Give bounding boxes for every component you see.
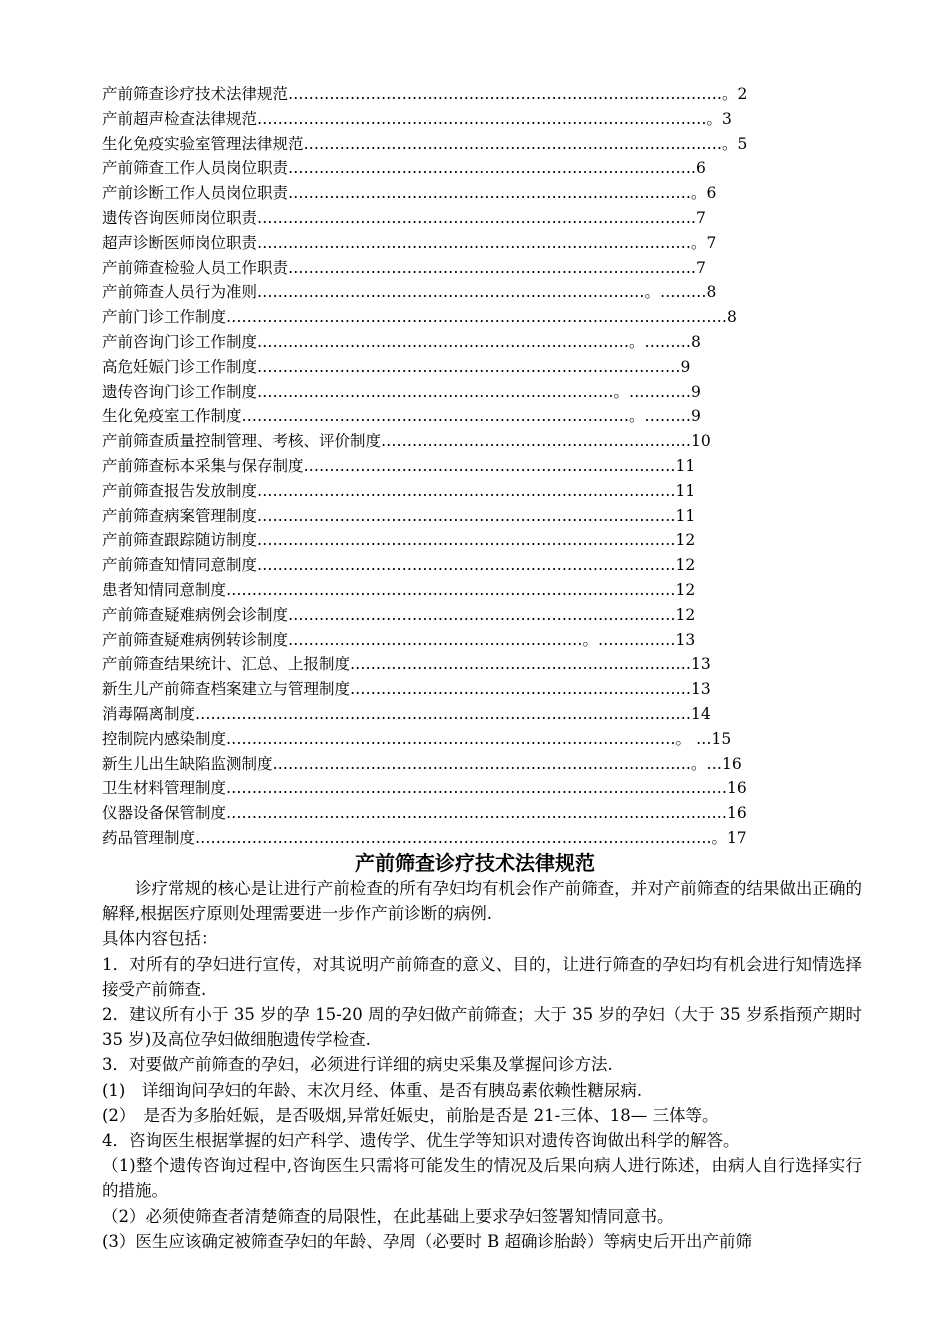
toc-entry-label: 产前筛查报告发放制度 xyxy=(102,481,258,500)
toc-entry[interactable] xyxy=(102,107,782,132)
toc-entry-label: 产前筛查诊疗技术法律规范 xyxy=(102,85,289,103)
toc-entry[interactable] xyxy=(102,380,782,405)
table-of-contents xyxy=(102,82,782,851)
toc-entry-label: 产前筛查跟踪随访制度 xyxy=(102,531,258,550)
toc-entry-leader: ………………………………………………………………………… xyxy=(288,85,723,103)
toc-entry[interactable] xyxy=(102,727,782,752)
toc-entry-page: .6 xyxy=(691,159,706,178)
toc-entry-leader: …………………………………………………………………………………… xyxy=(195,704,692,723)
toc-entry-leader: …………………………………………………。…………… xyxy=(288,630,676,649)
toc-entry-label: 生化免疫实验室管理法律规范 xyxy=(102,134,304,153)
paragraph: （2）必须使筛查者清楚筛查的局限性，在此基础上要求孕妇签署知情同意书。 xyxy=(102,1206,674,1226)
toc-entry-label: 产前咨询门诊工作制度 xyxy=(102,332,258,351)
paragraph: 4．咨询医生根据掌握的妇产科学、遗传学、优生学等知识对遗传咨询做出科学的解答。 xyxy=(102,1131,740,1151)
toc-entry-label: 药品管理制度 xyxy=(102,828,196,847)
toc-entry-page: 9 xyxy=(680,357,691,376)
toc-entry-leader: ……………………………………………………………………… xyxy=(303,134,723,153)
paragraph: 1．对所有的孕妇进行宣传，对其说明产前筛查的意义、目的，让进行筛查的孕妇均有机会进行知情选择接受产前筛查. xyxy=(102,954,862,999)
toc-entry-label: 产前筛查检验人员工作职责 xyxy=(102,258,289,277)
toc-entry-page: 11 xyxy=(675,481,696,500)
toc-entry-page: 15 xyxy=(711,729,732,748)
toc-entry-label: 仪器设备保管制度 xyxy=(102,804,227,823)
toc-entry[interactable] xyxy=(102,330,782,355)
toc-entry-leader: ……………………………………………………………………………。 … xyxy=(226,729,712,748)
paragraph: (2） 是否为多胎妊娠，是否吸烟,异常妊娠史，前胎是否是 21-三体、18— 三体等。 xyxy=(102,1105,719,1125)
toc-entry[interactable] xyxy=(102,82,782,107)
toc-entry-page: 。2 xyxy=(722,85,748,103)
toc-entry-leader: ………………………………………………………………… xyxy=(288,605,676,624)
toc-entry-page: .7 xyxy=(691,258,706,277)
toc-entry[interactable] xyxy=(102,256,782,281)
toc-entry-leader: …………………………………………………………………。……… xyxy=(241,407,692,426)
toc-entry-leader: ……………………………………………………………… xyxy=(303,456,676,475)
toc-entry-page: 8 xyxy=(706,283,717,302)
toc-entry-page: 11 xyxy=(675,456,696,475)
toc-entry-page: 8 xyxy=(691,332,701,351)
toc-entry[interactable] xyxy=(102,429,782,454)
toc-entry-page: .7 xyxy=(691,208,706,227)
toc-entry-page: 。7 xyxy=(691,233,717,252)
toc-entry-page: 8 xyxy=(726,308,737,327)
toc-entry-leader: ……………………………………………………………………… xyxy=(257,531,676,550)
toc-entry-label: 产前筛查标本采集与保存制度 xyxy=(102,456,304,475)
toc-entry-leader: ……………………………………………………………………… xyxy=(257,506,676,525)
toc-entry[interactable] xyxy=(102,752,782,777)
toc-entry-page: 13 xyxy=(691,655,711,674)
toc-entry-leader: …………………………………………………………………………….……… xyxy=(226,779,727,798)
toc-entry-label: 产前筛查工作人员岗位职责 xyxy=(102,159,289,178)
toc-entry-page: 9 xyxy=(691,382,701,401)
toc-entry-page: 11 xyxy=(675,506,696,525)
toc-entry-page: 16 xyxy=(726,779,747,798)
toc-entry[interactable] xyxy=(102,404,782,429)
paragraph: 2．建议所有小于 35 岁的孕 15-20 周的孕妇做产前筛查；大于 35 岁的孕妇（大于 35 岁系指预产期时 35 岁)及高位孕妇做细胞遗传学检查. xyxy=(102,1005,862,1050)
toc-entry-page: 。5 xyxy=(722,134,748,153)
toc-entry-page: 13 xyxy=(675,630,696,649)
toc-entry[interactable] xyxy=(102,181,782,206)
section-body xyxy=(102,876,862,1254)
toc-entry[interactable] xyxy=(102,702,782,727)
toc-entry[interactable] xyxy=(102,479,782,504)
toc-entry[interactable] xyxy=(102,628,782,653)
toc-entry-leader: ……………………………………………………………………………………… xyxy=(195,828,707,847)
toc-entry-leader: ……………………………………………………………。………… xyxy=(257,382,692,401)
toc-entry[interactable] xyxy=(102,826,782,851)
toc-entry-leader: …………………………………………………………………。……… xyxy=(257,283,707,302)
toc-entry-leader: ……………………………………………………………………… xyxy=(257,481,676,500)
toc-entry[interactable] xyxy=(102,355,782,380)
toc-entry[interactable] xyxy=(102,454,782,479)
toc-entry-leader: …………………………………………………………………………… xyxy=(257,109,707,128)
toc-entry[interactable] xyxy=(102,652,782,677)
toc-entry-label: 产前超声检查法律规范 xyxy=(102,109,258,128)
toc-entry[interactable] xyxy=(102,305,782,330)
toc-entry-page: 12 xyxy=(675,556,696,575)
toc-entry-leader: …………………………………………………………………………….……… xyxy=(226,804,727,823)
toc-entry-page: .。17 xyxy=(706,828,747,847)
toc-entry-leader: ……………………………………………………………………… xyxy=(257,556,676,575)
toc-entry-leader: ………………………………………………………… xyxy=(350,680,692,699)
toc-entry-label: 产前筛查疑难病例转诊制度 xyxy=(102,630,289,649)
toc-entry-label: 高危妊娠门诊工作制度 xyxy=(102,357,258,376)
toc-entry-page: 9 xyxy=(691,407,701,426)
toc-entry-leader: ………………………………………………………………………… xyxy=(257,208,692,227)
toc-entry-page: 16 xyxy=(726,804,747,823)
toc-entry-page: 。3 xyxy=(706,109,732,128)
paragraph: 3．对要做产前筛查的孕妇，必须进行详细的病史采集及掌握问诊方法. xyxy=(102,1055,613,1075)
paragraph: 诊疗常规的核心是让进行产前检查的所有孕妇均有机会作产前筛查，并对产前筛查的结果做出正确的解释,根据医疗原则处理需要进一步作产前诊断的病例. xyxy=(102,879,862,924)
toc-entry[interactable] xyxy=(102,553,782,578)
toc-entry-leader: ………………………………………………………… xyxy=(350,655,692,674)
paragraph: 具体内容包括： xyxy=(102,929,218,949)
toc-entry-label: 产前筛查人员行为准则 xyxy=(102,283,258,302)
toc-entry[interactable] xyxy=(102,677,782,702)
toc-entry-label: 产前筛查病案管理制度 xyxy=(102,506,258,525)
toc-entry-label: 产前门诊工作制度 xyxy=(102,308,227,327)
toc-entry-label: 产前筛查结果统计、汇总、上报制度 xyxy=(102,655,351,674)
toc-entry-label: 超声诊断医师岗位职责 xyxy=(102,233,258,252)
toc-entry-leader: ………………………………………………………………………… xyxy=(257,233,692,252)
toc-entry-label: 产前诊断工作人员岗位职责 xyxy=(102,184,289,203)
toc-entry-label: 患者知情同意制度 xyxy=(102,580,227,599)
section-title: 产前筛查诊疗技术法律规范 xyxy=(355,851,595,875)
toc-entry-label: 遗传咨询医师岗位职责 xyxy=(102,208,258,227)
toc-entry[interactable] xyxy=(102,603,782,628)
toc-entry-page: 13 xyxy=(691,680,711,699)
toc-entry[interactable] xyxy=(102,132,782,157)
toc-entry-page: 12 xyxy=(675,580,696,599)
toc-entry-page: 14 xyxy=(691,704,711,723)
toc-entry-leader: ………………………………………………………………。……… xyxy=(257,332,692,351)
toc-entry-leader: …………………………………………………… xyxy=(381,432,692,451)
toc-entry-label: 产前筛查知情同意制度 xyxy=(102,556,258,575)
paragraph: （1)整个遗传咨询过程中,咨询医生只需将可能发生的情况及后果向病人进行陈述，由病人自行选择实行的措施。 xyxy=(102,1156,862,1201)
toc-entry-leader: ……………………………………………………………………………….…… xyxy=(226,308,727,327)
toc-entry-label: 产前筛查疑难病例会诊制度 xyxy=(102,605,289,624)
toc-entry-page: 12 xyxy=(675,531,696,550)
toc-entry-label: 消毒隔离制度 xyxy=(102,704,196,723)
toc-entry[interactable] xyxy=(102,578,782,603)
toc-entry[interactable] xyxy=(102,231,782,256)
toc-entry-label: 产前筛查质量控制管理、考核、评价制度 xyxy=(102,432,382,451)
toc-entry[interactable] xyxy=(102,776,782,801)
toc-entry-leader: ………………………………………………………………………。… xyxy=(272,754,723,773)
toc-entry[interactable] xyxy=(102,504,782,529)
toc-entry[interactable] xyxy=(102,280,782,305)
toc-entry-leader: …………………………………………………………………… xyxy=(288,184,692,203)
toc-entry-page: 。6 xyxy=(691,184,717,203)
toc-entry-leader: …………………………………………………………………………… xyxy=(226,580,676,599)
toc-entry-page: 16 xyxy=(722,754,742,773)
toc-entry-label: 生化免疫室工作制度 xyxy=(102,407,242,426)
toc-entry-page: 10 xyxy=(691,432,711,451)
toc-entry-label: 新生儿出生缺陷监测制度 xyxy=(102,754,273,773)
toc-entry-leader: …………………………………………………………………… xyxy=(288,159,692,178)
toc-entry-leader: …………………………………………………………………… xyxy=(288,258,692,277)
toc-entry[interactable] xyxy=(102,156,782,181)
toc-entry-page: 12 xyxy=(675,605,696,624)
toc-entry-label: 新生儿产前筛查档案建立与管理制度 xyxy=(102,680,351,699)
paragraph: (1) 详细询问孕妇的年龄、末次月经、体重、是否有胰岛素依赖性糖尿病. xyxy=(102,1080,643,1100)
toc-entry[interactable] xyxy=(102,801,782,826)
toc-entry-label: 控制院内感染制度 xyxy=(102,729,227,748)
paragraph: (3）医生应该确定被筛查孕妇的年龄、孕周（必要时 B 超确诊胎龄）等病史后开出产前筛 xyxy=(102,1231,753,1251)
toc-entry[interactable] xyxy=(102,206,782,231)
toc-entry-label: 遗传咨询门诊工作制度 xyxy=(102,382,258,401)
toc-entry[interactable] xyxy=(102,528,782,553)
toc-entry-label: 卫生材料管理制度 xyxy=(102,779,227,798)
toc-entry-leader: …………………………………………………………….………… xyxy=(257,357,681,376)
